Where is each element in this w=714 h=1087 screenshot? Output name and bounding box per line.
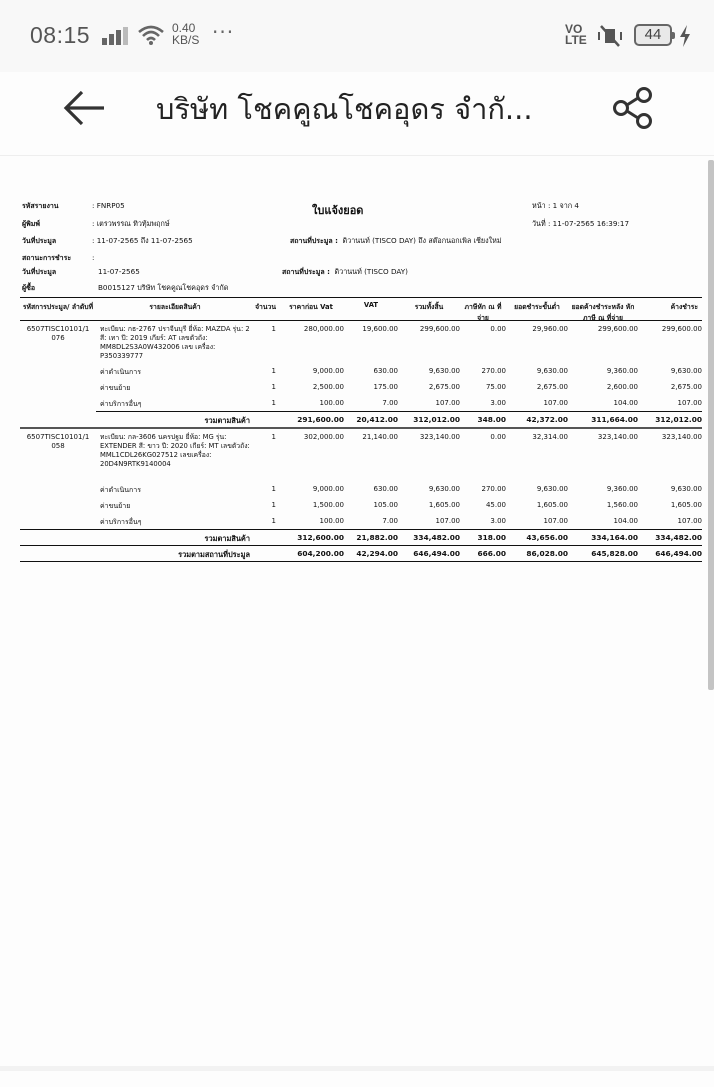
min-pay: 107.00: [543, 517, 568, 525]
print-datetime: วันที่ : 11-07-2565 16:39:17: [532, 219, 630, 228]
total: 107.00: [435, 399, 460, 407]
wht: 270.00: [481, 367, 506, 375]
header-field-auction-date: วันที่ประมูล 11-07-2565: [22, 267, 140, 276]
after-wht: 2,600.00: [606, 383, 638, 391]
network-speed: 0.40 KB/S: [172, 21, 200, 47]
fee-row: [20, 379, 702, 395]
wht: 666.00: [477, 549, 506, 558]
outstanding: 646,494.00: [655, 549, 702, 558]
after-wht: 104.00: [613, 399, 638, 407]
wht: 45.00: [485, 501, 506, 509]
min-pay: 29,960.00: [532, 325, 568, 333]
vat: 21,140.00: [362, 433, 398, 441]
col-header-outstanding: ค้างชำระ: [670, 303, 698, 311]
total: 299,600.00: [419, 325, 460, 333]
wht: 0.00: [490, 433, 506, 441]
vat: 630.00: [373, 367, 398, 375]
subtotal-row: [96, 411, 702, 427]
price: 604,200.00: [297, 549, 344, 558]
col-header-vat: VAT: [363, 301, 379, 309]
min-pay: 42,372.00: [526, 415, 568, 424]
header-field-auction-date-range: วันที่ประมูล : 11-07-2565 ถึง 11-07-2565: [22, 236, 193, 245]
total: 9,630.00: [428, 485, 460, 493]
vat: 175.00: [373, 383, 398, 391]
price: 1,500.00: [312, 501, 344, 509]
vat: 19,600.00: [362, 325, 398, 333]
qty: 1: [271, 517, 276, 525]
document-title: ใบแจ้งยอด: [312, 204, 364, 217]
after-wht: 311,664.00: [591, 415, 638, 424]
min-pay: 1,605.00: [536, 501, 568, 509]
grand-total-label: รวมตามสถานที่ประมูล: [178, 550, 250, 559]
after-wht: 334,164.00: [591, 533, 638, 542]
vat: 20,412.00: [356, 415, 398, 424]
min-pay: 32,314.00: [532, 433, 568, 441]
vat: 21,882.00: [356, 533, 398, 542]
qty: 1: [271, 485, 276, 493]
grand-total-row: [20, 545, 702, 561]
price: 302,000.00: [303, 433, 344, 441]
fee-row: [20, 497, 702, 513]
outstanding: 334,482.00: [655, 533, 702, 542]
after-wht: 9,360.00: [606, 485, 638, 493]
fee-name: ค่าขนย้าย: [100, 502, 131, 510]
outstanding: 107.00: [677, 517, 702, 525]
wht: 3.00: [490, 399, 506, 407]
vat: 105.00: [373, 501, 398, 509]
fee-name: ค่าดำเนินการ: [100, 368, 141, 376]
price: 2,500.00: [312, 383, 344, 391]
outstanding: 107.00: [677, 399, 702, 407]
table-row: [20, 429, 702, 481]
battery-icon: 44: [634, 24, 672, 46]
table-row: [20, 321, 702, 363]
outstanding: 2,675.00: [670, 383, 702, 391]
venue: สถานที่ประมูล : ดิวานนท์ (TISCO DAY): [282, 267, 408, 276]
page-title: บริษัท โชคคูณโชคอุดร จำกั...: [156, 92, 533, 126]
outstanding: 312,012.00: [655, 415, 702, 424]
total: 2,675.00: [428, 383, 460, 391]
fee-row: [20, 481, 702, 497]
after-wht: 9,360.00: [606, 367, 638, 375]
wht: 348.00: [477, 415, 506, 424]
total: 107.00: [435, 517, 460, 525]
item-description: ทะเบียน: กล-3606 นครปฐม ยี่ห้อ: MG รุ่น: EXTENDER สี: ขาว ปี: 2020 เกียร์: MT เลขตัวถัง: MML1CDL26KG027512 เลขเครื่อง: 20D4N9RTK9140004: [100, 433, 250, 468]
after-wht: 645,828.00: [591, 549, 638, 558]
after-wht: 299,600.00: [597, 325, 638, 333]
min-pay: 107.00: [543, 399, 568, 407]
share-icon[interactable]: [610, 86, 656, 130]
wht: 75.00: [485, 383, 506, 391]
outstanding: 9,630.00: [670, 485, 702, 493]
col-header-wht: ภาษีหัก ณ ที่จ่าย: [464, 303, 502, 322]
header-field-buyer: ผู้ซื้อ B0015127 บริษัท โชคคูณโชคอุดร จำกัด: [22, 283, 229, 292]
qty: 1: [271, 383, 276, 391]
volte-icon: VO LTE: [565, 22, 587, 47]
wht: 0.00: [490, 325, 506, 333]
qty: 1: [271, 501, 276, 509]
fee-name: ค่าดำเนินการ: [100, 486, 141, 494]
wifi-icon: [138, 24, 164, 46]
table-header: [20, 298, 702, 321]
vat: 42,294.00: [356, 549, 398, 558]
mute-icon: [596, 24, 624, 48]
vat: 7.00: [382, 399, 398, 407]
arrow-left-icon[interactable]: [60, 86, 110, 130]
outstanding: 9,630.00: [670, 367, 702, 375]
status-bar: [0, 0, 714, 72]
col-header-qty: จำนวน: [255, 303, 276, 311]
min-pay: 86,028.00: [526, 549, 568, 558]
outstanding: 299,600.00: [661, 325, 702, 333]
min-pay: 2,675.00: [536, 383, 568, 391]
outstanding: 323,140.00: [661, 433, 702, 441]
qty: 1: [271, 433, 276, 441]
total: 323,140.00: [419, 433, 460, 441]
scrollbar[interactable]: [708, 160, 714, 690]
price: 280,000.00: [303, 325, 344, 333]
fee-row: [20, 395, 702, 411]
bottom-divider: [0, 1066, 714, 1071]
after-wht: 104.00: [613, 517, 638, 525]
col-header-price: ราคาก่อน Vat: [289, 303, 333, 311]
qty: 1: [271, 367, 276, 375]
fee-name: ค่าบริการอื่นๆ: [100, 400, 142, 408]
col-header-after-wht: ยอดค้างชำระหลัง หักภาษี ณ ที่จ่าย: [571, 303, 635, 322]
wht: 318.00: [477, 533, 506, 542]
subtotal-label: รวมตามสินค้า: [204, 534, 250, 543]
price: 312,600.00: [297, 533, 344, 542]
outstanding: 1,605.00: [670, 501, 702, 509]
price: 100.00: [319, 399, 344, 407]
status-time: 08:15: [30, 22, 91, 48]
col-header-description: รายละเอียดสินค้า: [149, 303, 201, 311]
statement-table: [20, 297, 702, 562]
col-header-total: รวมทั้งสิ้น: [414, 303, 444, 311]
qty: 1: [271, 325, 276, 333]
fee-row: [20, 363, 702, 379]
total: 334,482.00: [413, 533, 460, 542]
vat: 630.00: [373, 485, 398, 493]
header-field-report-code: รหัสรายงาน : FNRP05: [22, 201, 125, 210]
subtotal-label: รวมตามสินค้า: [204, 416, 250, 425]
item-description: ทะเบียน: กธ-2767 ปราจีนบุรี ยี่ห้อ: MAZDA รุ่น: 2 สี: เทา ปี: 2019 เกียร์: AT เลขตัวถัง: MM8DL2S3A0W432006 เลข เครื่อง: P350339777: [100, 325, 250, 360]
total: 646,494.00: [413, 549, 460, 558]
total: 9,630.00: [428, 367, 460, 375]
header-field-payment-status: สถานะการชำระ :: [22, 253, 95, 262]
page-number: หน้า : 1 จาก 4: [532, 201, 579, 210]
col-header-code: รหัสการประมูล/ ลำดับที่: [22, 303, 94, 311]
price: 9,000.00: [312, 367, 344, 375]
subtotal-row: [20, 529, 702, 545]
wht: 3.00: [490, 517, 506, 525]
fee-name: ค่าขนย้าย: [100, 384, 131, 392]
after-wht: 323,140.00: [597, 433, 638, 441]
min-pay: 9,630.00: [536, 485, 568, 493]
charging-icon: [678, 25, 692, 47]
price: 291,600.00: [297, 415, 344, 424]
header-field-printer: ผู้พิมพ์ : เตรวพรรณ ทิวทุ้มพฤกษ์: [22, 219, 170, 228]
total: 1,605.00: [428, 501, 460, 509]
auction-code: 6507TISC10101/1 058: [26, 433, 90, 450]
price: 100.00: [319, 517, 344, 525]
app-bar: [0, 72, 714, 156]
min-pay: 43,656.00: [526, 533, 568, 542]
signal-icon: [102, 27, 130, 45]
wht: 270.00: [481, 485, 506, 493]
total: 312,012.00: [413, 415, 460, 424]
min-pay: 9,630.00: [536, 367, 568, 375]
after-wht: 1,560.00: [606, 501, 638, 509]
col-header-min-pay: ยอดชำระขั้นต่ำ: [514, 303, 560, 311]
qty: 1: [271, 399, 276, 407]
vat: 7.00: [382, 517, 398, 525]
fee-row: [20, 513, 702, 529]
venue-range: สถานที่ประมูล : ดิวานนท์ (TISCO DAY) ถึง สต๊อกนอกเพิล เชียงใหม่: [290, 236, 502, 245]
more-notifications-icon: ···: [212, 20, 235, 44]
fee-name: ค่าบริการอื่นๆ: [100, 518, 142, 526]
auction-code: 6507TISC10101/1 076: [26, 325, 90, 342]
price: 9,000.00: [312, 485, 344, 493]
